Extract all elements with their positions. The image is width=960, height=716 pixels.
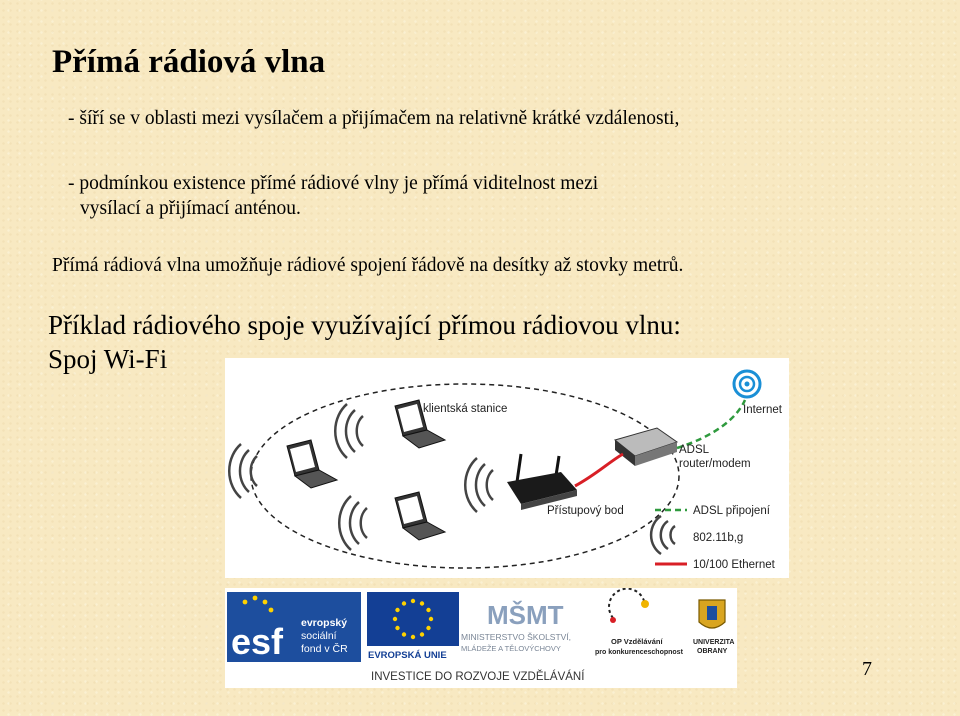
- adsl-router-label-line2: router/modem: [679, 458, 751, 470]
- esf-logo-text: esf: [231, 621, 284, 662]
- esf-text-line2: sociální: [301, 630, 337, 642]
- bullet-propagation: - šíří se v oblasti mezi vysílačem a přijímačem na relativně krátké vzdálenosti,: [68, 108, 680, 129]
- wireless-waves-icon: [465, 458, 493, 512]
- bullet-line-of-sight-continued: vysílací a přijímací anténou.: [80, 198, 301, 219]
- unob-logo: [693, 600, 734, 655]
- adsl-connection-label: ADSL připojení: [693, 505, 770, 517]
- wifi-standard-label: 802.11b,g: [693, 532, 744, 544]
- wireless-waves-icon: [335, 404, 363, 458]
- internet-icon: [734, 371, 760, 397]
- unob-text-line2: OBRANY: [697, 648, 728, 655]
- legend: [651, 510, 687, 564]
- ethernet-connection-line: [575, 454, 623, 486]
- adsl-connection-line: [677, 400, 745, 448]
- wifi-diagram: [225, 358, 789, 578]
- laptop-icon: [395, 492, 445, 540]
- bullet-line-of-sight: - podmínkou existence přímé rádiové vlny je přímá viditelnost mezi: [68, 173, 599, 194]
- op-vzdelavani-logo: [595, 589, 684, 656]
- esf-text-line3: fond v ČR: [301, 643, 348, 655]
- adsl-router-label-line1: ADSL: [679, 444, 710, 456]
- esf-text-line1: evropský: [301, 617, 348, 629]
- example-heading: Příklad rádiového spoje využívající přímou rádiovou vlnu:: [48, 310, 681, 340]
- wireless-waves-icon: [339, 496, 367, 550]
- msmt-logo: [461, 600, 571, 653]
- eu-flag-logo: [367, 592, 459, 661]
- page-number: 7: [862, 658, 872, 680]
- wireless-waves-icon: [229, 444, 257, 498]
- range-paragraph: Přímá rádiová vlna umožňuje rádiové spojení řádově na desítky až stovky metrů.: [52, 255, 684, 276]
- msmt-text-line2: MLÁDEŽE A TĚLOVÝCHOVY: [461, 644, 561, 653]
- page-title: Přímá rádiová vlna: [52, 44, 326, 80]
- eu-label: EVROPSKÁ UNIE: [368, 650, 447, 661]
- adsl-router-icon: [615, 428, 677, 466]
- example-wifi-label: Spoj Wi-Fi: [48, 344, 168, 374]
- msmt-text-line1: MINISTERSTVO ŠKOLSTVÍ,: [461, 632, 572, 642]
- access-point-icon: [507, 454, 577, 510]
- op-text-line2: pro konkurenceschopnost: [595, 649, 683, 656]
- ethernet-label: 10/100 Ethernet: [693, 559, 775, 571]
- internet-label: Internet: [743, 404, 782, 416]
- client-station-label: klientská stanice: [423, 403, 508, 415]
- funding-logo-bar: [225, 588, 737, 688]
- access-point-label: Přístupový bod: [547, 505, 624, 517]
- laptop-icon: [287, 440, 337, 488]
- unob-text-line1: UNIVERZITA: [693, 639, 735, 646]
- esf-logo: [227, 592, 361, 662]
- op-text-line1: OP Vzdělávání: [611, 637, 663, 646]
- investice-banner: INVESTICE DO ROZVOJE VZDĚLÁVÁNÍ: [371, 671, 585, 683]
- msmt-logo-text: MŠMT: [487, 600, 564, 630]
